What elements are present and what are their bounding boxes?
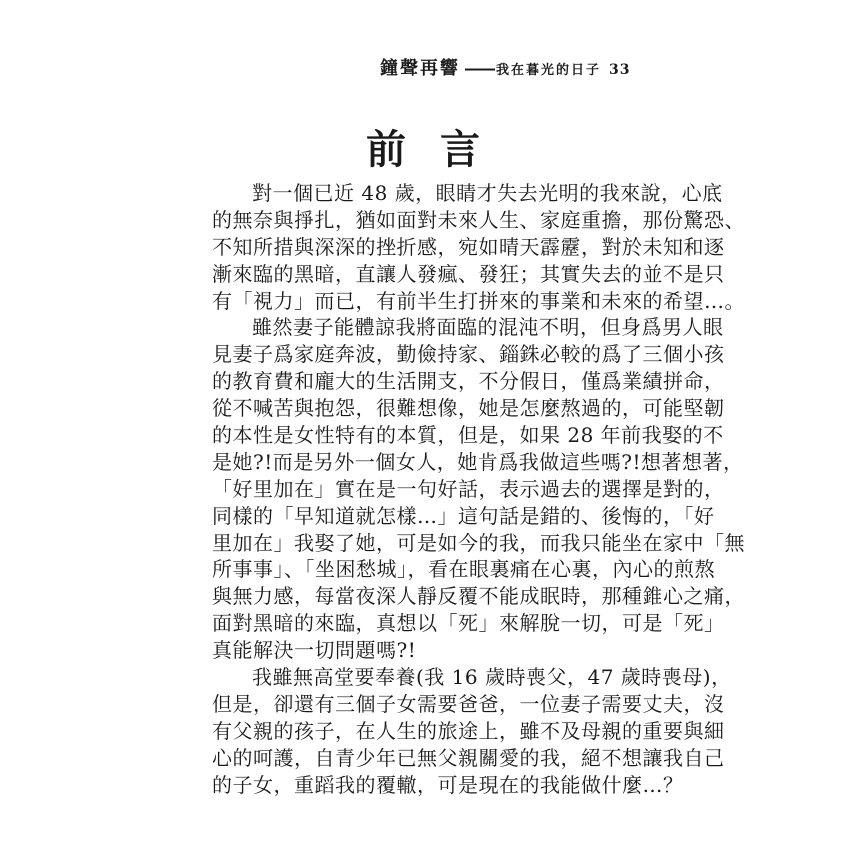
text-line: 的無奈與掙扎，猶如面對未來人生、家庭重擔，那份驚恐、 [212,207,745,232]
section-title: 前言 [366,126,514,173]
page-number: 33 [609,62,631,78]
text-line: 「好里加在」實在是一句好話，表示過去的選擇是對的， [212,476,725,501]
text-line: 是她?!而是另外一個女人，她肯爲我做這些嗎?!想著想著， [212,449,744,474]
text-line: 的教育費和龐大的生活開支，不分假日，僅爲業績拼命， [212,369,725,394]
text-line: 有「視力」而已，有前半生打拼來的事業和未來的希望…。 [212,288,745,313]
text-line: 里加在」我娶了她，可是如今的我，而我只能坐在家中「無 [212,530,745,555]
running-header [380,54,680,80]
text-line: 雖然妻子能體諒我將面臨的混沌不明，但身爲男人眼 [252,315,724,340]
text-line: 但是，卻還有三個子女需要爸爸，一位妻子需要丈夫，沒 [212,691,725,716]
book-title: 鐘聲再響 [380,58,460,79]
text-line: 我雖無高堂要奉養(我 16 歲時喪父，47 歲時喪母)， [252,665,732,690]
text-line: 真能解決一切問題嗎?! [212,638,417,663]
body-text [212,180,745,798]
text-line: 同樣的「早知道就怎樣…」這句話是錯的、後悔的，「好 [212,503,715,528]
text-line: 漸來臨的黑暗，直讓人發瘋、發狂；其實失去的並不是只 [212,261,725,286]
text-line: 不知所措與深深的挫折感，宛如晴天霹靂，對於未知和逐 [212,234,725,259]
text-line: 對一個已近 48 歲，眼睛才失去光明的我來說，心底 [252,181,723,205]
chapter-title: 我在暮光的日子 [496,63,602,78]
text-line: 有父親的孩子，在人生的旅途上，雖不及母親的重要與細 [212,718,725,743]
text-line: 見妻子爲家庭奔波，勤儉持家、錙銖必較的爲了三個小孩 [212,342,725,367]
text-line: 從不喊苦與抱怨，很難想像，她是怎麼熬過的，可能堅韌 [212,396,725,421]
header-dash: —— [464,59,494,79]
text-line: 面對黑暗的來臨，真想以「死」來解脫一切，可是「死」 [212,611,725,636]
text-line: 所事事」、「坐困愁城」，看在眼裏痛在心裏，內心的煎熬 [212,557,715,582]
text-line: 的本性是女性特有的本質，但是，如果 28 年前我娶的不 [212,423,724,448]
text-line: 與無力感，每當夜深人靜反覆不能成眠時，那種錐心之痛， [212,584,745,609]
text-line: 心的呵護，自青少年已無父親關愛的我，絕不想讓我自己 [212,745,725,770]
text-line: 的子女，重蹈我的覆轍，可是現在的我能做什麼…？ [212,772,684,797]
